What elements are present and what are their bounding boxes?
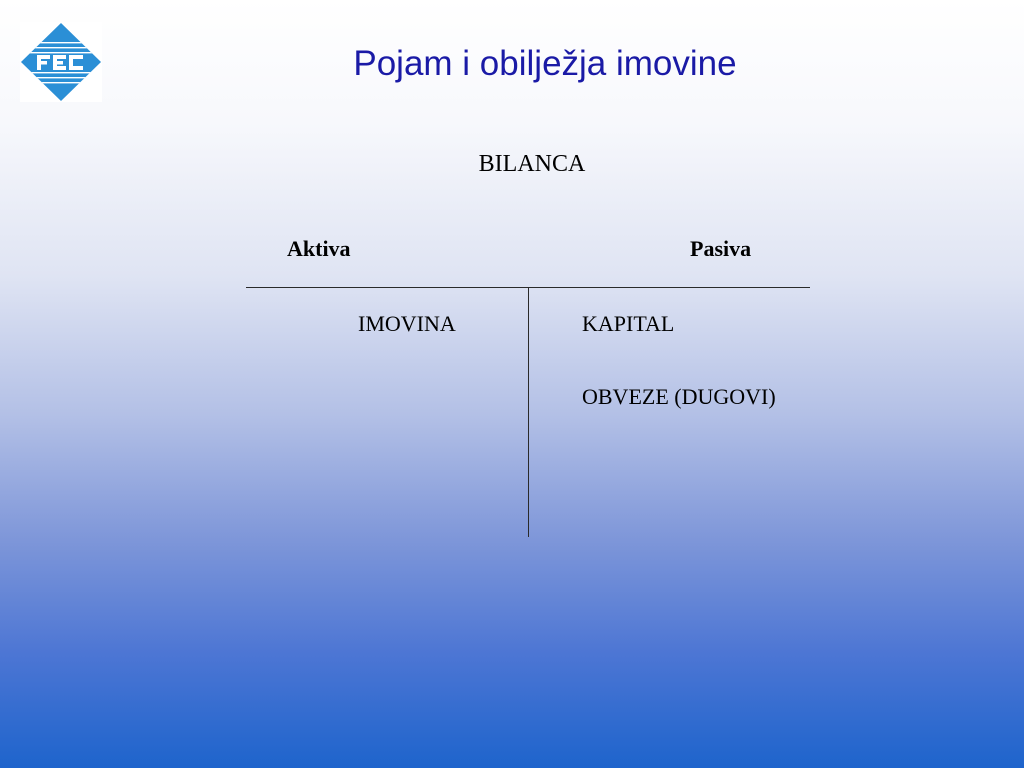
fec-logo-icon <box>20 22 102 102</box>
right-item-obveze: OBVEZE (DUGOVI) <box>582 384 776 409</box>
aktiva-header: Aktiva <box>287 236 351 261</box>
pasiva-header: Pasiva <box>690 236 752 261</box>
t-account-vertical-line <box>528 287 529 537</box>
slide-title: Pojam i obilježja imovine <box>353 44 737 83</box>
left-item-imovina: IMOVINA <box>358 311 456 336</box>
balance-heading: BILANCA <box>478 151 586 177</box>
right-item-kapital: KAPITAL <box>582 311 675 336</box>
